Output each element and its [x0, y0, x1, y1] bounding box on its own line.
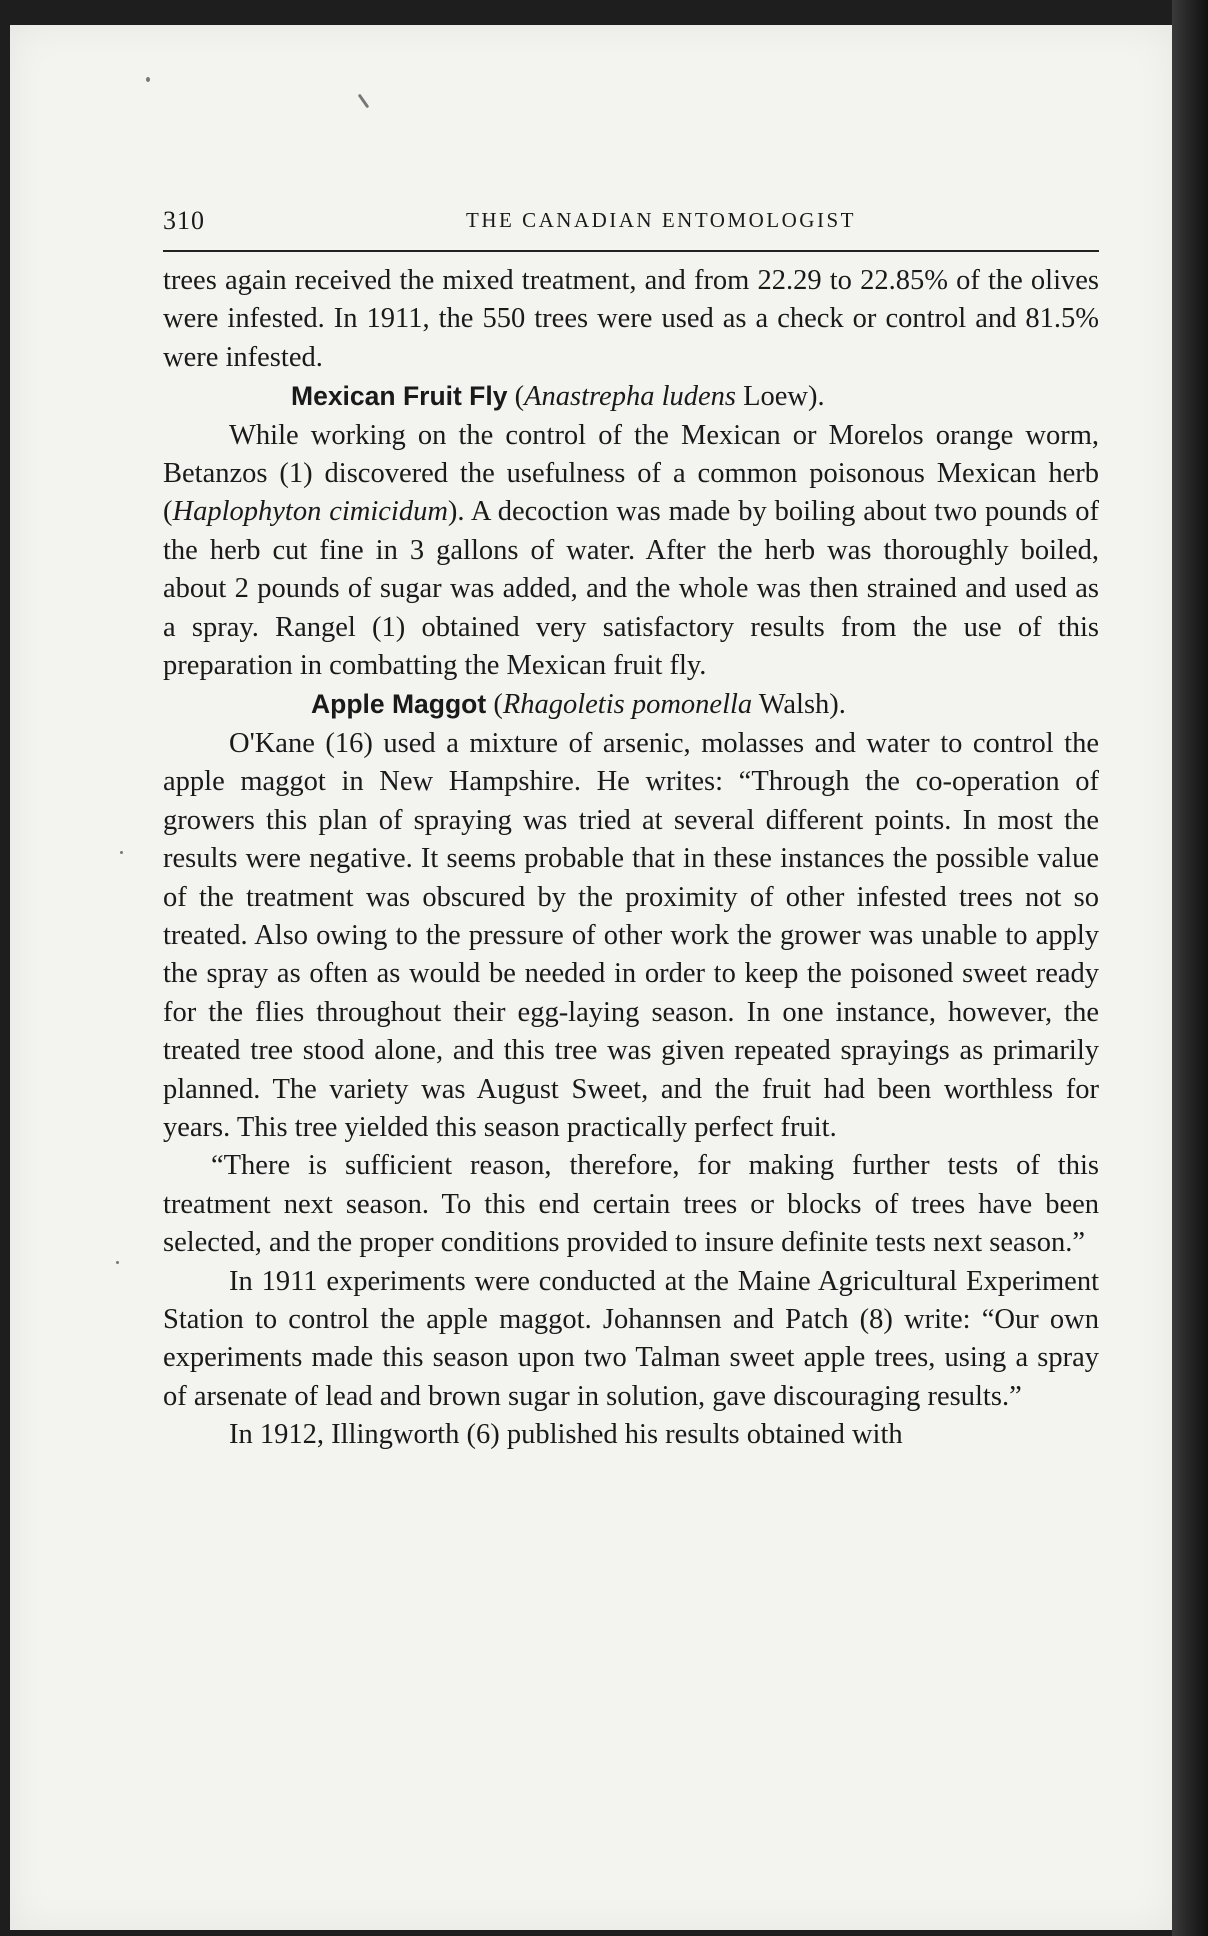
paragraph-betanzos — [163, 417, 1099, 686]
paragraph-maine-station: In 1911 experiments were conducted at the Maine Agricultural Experiment Station to control the apple maggot. Johannsen and Patch (8) write: “Our own experiments made this season upon two Talman sweet apple trees, using a spray of arsenate of lead and brown sugar in solution, gave discouraging results.” — [163, 1265, 1099, 1412]
heading-common-name: Apple Maggot — [311, 689, 487, 720]
species-name: Haplophyton cimicidum — [172, 496, 448, 528]
scan-edge — [1172, 0, 1208, 1936]
heading-paren: ( — [507, 381, 525, 413]
paragraph-quote-continued: “There is sufficient reason, therefore, for making further tests of this treatment next season. To this end certain trees or blocks of trees have been selected, and the proper conditions provided to insure definite tests next season.” — [163, 1150, 1099, 1259]
paragraph-okane: O'Kane (16) used a mixture of arsenic, molasses and water to control the apple maggot in New Hampshire. He writes: “Through the co-operation of growers this plan of spraying was tried at several different points. In most the results were negative. It seems probable that in these instances the possible value of the treatment was obscured by the proximity of other infested trees not so treated. Also owing to the pressure of other work the grower was unable to apply the spray as often as would be needed in order to keep the poisoned sweet ready for the flies throughout their egg-laying season. In one instance, however, the treated tree stood alone, and this tree was given repeated sprayings as primarily planned. The variety was August Sweet, and the fruit had been worthless for years. This tree yielded this season practically perfect fruit. — [163, 727, 1099, 1143]
paragraph-illingworth: In 1912, Illingworth (6) published his results obtained with — [229, 1419, 903, 1451]
scan-speck — [120, 851, 123, 854]
running-head — [163, 200, 1099, 246]
heading-apple-maggot — [163, 685, 1099, 724]
heading-author: Loew). — [735, 381, 825, 413]
page-number: 310 — [163, 206, 205, 235]
heading-scientific-name: Anastrepha ludens — [524, 381, 736, 413]
paragraph-olive-results: trees again received the mixed treatment, and from 22.29 to 22.85% of the olives were infested. In 1911, the 550 trees were used as a check or control and 81.5% were infested. — [163, 265, 1099, 373]
header-rule — [163, 250, 1099, 252]
heading-scientific-name: Rhagoletis pomonella — [502, 689, 753, 721]
journal-title: THE CANADIAN ENTOMOLOGIST — [466, 208, 856, 232]
scan-speck — [116, 1261, 119, 1264]
heading-author: Walsh). — [752, 689, 846, 721]
paragraph-text: While working on the control of the Mexican or Morelos orange worm, Betanzos (1) discovered the usefulness of a common poisonous Mexican herb ( — [163, 419, 1099, 528]
heading-paren: ( — [486, 689, 503, 721]
page-content — [163, 200, 1099, 1455]
heading-mexican-fruit-fly — [163, 377, 1099, 416]
heading-common-name: Mexican Fruit Fly — [291, 381, 508, 412]
scan-speck — [146, 77, 150, 82]
paragraph-text: ). A decoction was made by boiling about two pounds of the herb cut fine in 3 gallons of water. After the herb was thoroughly boiled, about 2 pounds of sugar was added, and the whole was then strained and used as a spray. Rangel (1) obtained very satisfactory results from the use of this preparation in combatting the Mexican fruit fly. — [163, 496, 1099, 682]
scan-speck — [358, 94, 370, 109]
